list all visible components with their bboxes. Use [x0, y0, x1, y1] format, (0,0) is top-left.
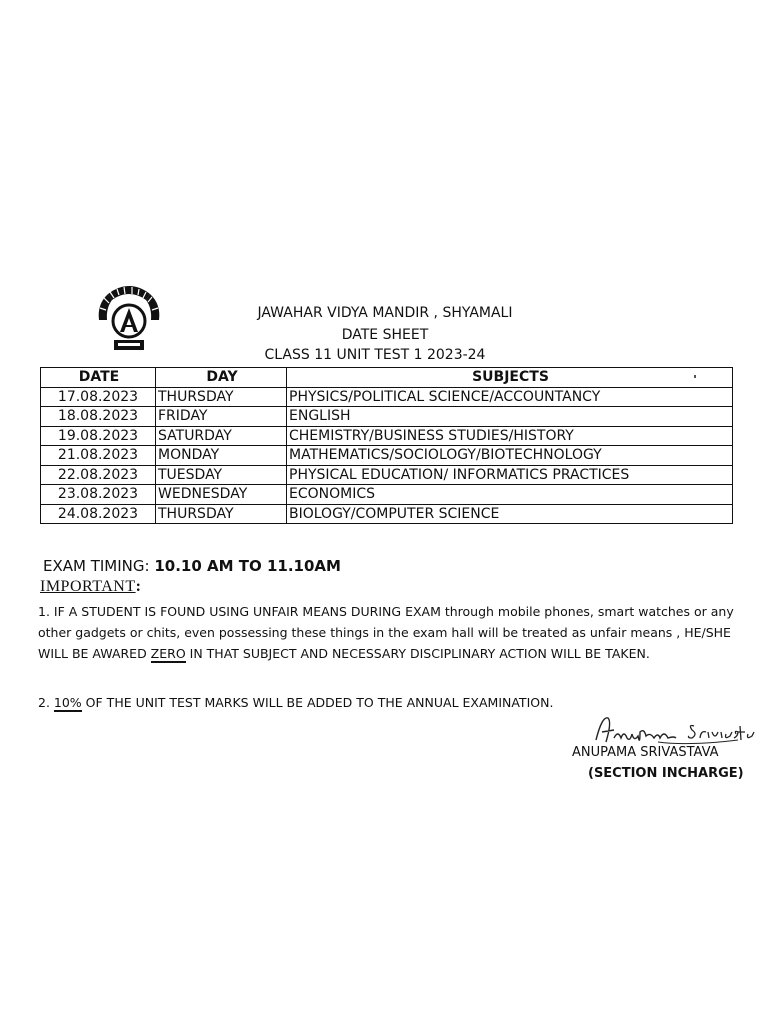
- rule-1-text-b: IN THAT SUBJECT AND NECESSARY DISCIPLINARY ACTION WILL BE TAKEN.: [185, 646, 650, 661]
- exam-timing-value: 10.10 AM TO 11.10AM: [154, 557, 341, 575]
- date-cell: 19.08.2023: [41, 426, 156, 446]
- important-heading: [40, 578, 141, 596]
- subjects-cell: CHEMISTRY/BUSINESS STUDIES/HISTORY: [287, 426, 733, 446]
- subjects-cell: ECONOMICS: [287, 485, 733, 505]
- table-row: [41, 465, 733, 485]
- subjects-cell: MATHEMATICS/SOCIOLOGY/BIOTECHNOLOGY: [287, 446, 733, 466]
- date-cell: 17.08.2023: [41, 387, 156, 407]
- day-cell: THURSDAY: [156, 387, 287, 407]
- zero-emphasis: ZERO: [150, 646, 186, 661]
- rule-1-text-a: 1. IF A STUDENT IS FOUND USING UNFAIR MEANS DURING EXAM through mobile phones, smart watches or any other gadgets or chits, even possessing these things in the exam hall will be treated as unfair means , HE/SHE WILL BE AWARED: [38, 604, 734, 661]
- column-header-day: DAY: [156, 368, 287, 388]
- day-cell: FRIDAY: [156, 407, 287, 427]
- exam-title: CLASS 11 UNIT TEST 1 2023-24: [264, 347, 486, 363]
- table-row: [41, 504, 733, 524]
- signatory-name: ANUPAMA SRIVASTAVA: [572, 745, 719, 760]
- school-name: JAWAHAR VIDYA MANDIR , SHYAMALI: [257, 305, 513, 321]
- document-title: DATE SHEET: [341, 327, 429, 343]
- table-row: [41, 446, 733, 466]
- date-cell: 22.08.2023: [41, 465, 156, 485]
- percent-emphasis: 10%: [53, 695, 82, 710]
- subjects-cell: PHYSICS/POLITICAL SCIENCE/ACCOUNTANCY: [287, 387, 733, 407]
- table-header-row: [41, 368, 733, 388]
- rule-unfair-means: [38, 601, 738, 664]
- signatory-role: (SECTION INCHARGE): [588, 766, 744, 781]
- subjects-cell: PHYSICAL EDUCATION/ INFORMATICS PRACTICES: [287, 465, 733, 485]
- exam-timing-label: EXAM TIMING:: [43, 557, 155, 575]
- rule-2-text-b: OF THE UNIT TEST MARKS WILL BE ADDED TO THE ANNUAL EXAMINATION.: [81, 695, 554, 710]
- important-heading-colon: :: [135, 578, 142, 595]
- date-cell: 18.08.2023: [41, 407, 156, 427]
- exam-timing: [43, 557, 341, 575]
- subjects-cell: ENGLISH: [287, 407, 733, 427]
- school-logo: [94, 286, 164, 356]
- day-cell: SATURDAY: [156, 426, 287, 446]
- day-cell: MONDAY: [156, 446, 287, 466]
- day-cell: THURSDAY: [156, 504, 287, 524]
- handwritten-signature: [588, 712, 768, 748]
- table-row: [41, 426, 733, 446]
- day-cell: WEDNESDAY: [156, 485, 287, 505]
- table-row: [41, 485, 733, 505]
- table-row: [41, 387, 733, 407]
- table-row: [41, 407, 733, 427]
- date-sheet-table: [40, 367, 733, 524]
- date-cell: 21.08.2023: [41, 446, 156, 466]
- subjects-cell: BIOLOGY/COMPUTER SCIENCE: [287, 504, 733, 524]
- column-header-subjects: SUBJECTS: [287, 368, 733, 388]
- rule-2-text-a: 2.: [38, 695, 54, 710]
- date-cell: 23.08.2023: [41, 485, 156, 505]
- rule-marks-weightage: [38, 692, 738, 713]
- day-cell: TUESDAY: [156, 465, 287, 485]
- column-header-date: DATE: [41, 368, 156, 388]
- important-heading-text: IMPORTANT: [40, 578, 136, 595]
- date-cell: 24.08.2023: [41, 504, 156, 524]
